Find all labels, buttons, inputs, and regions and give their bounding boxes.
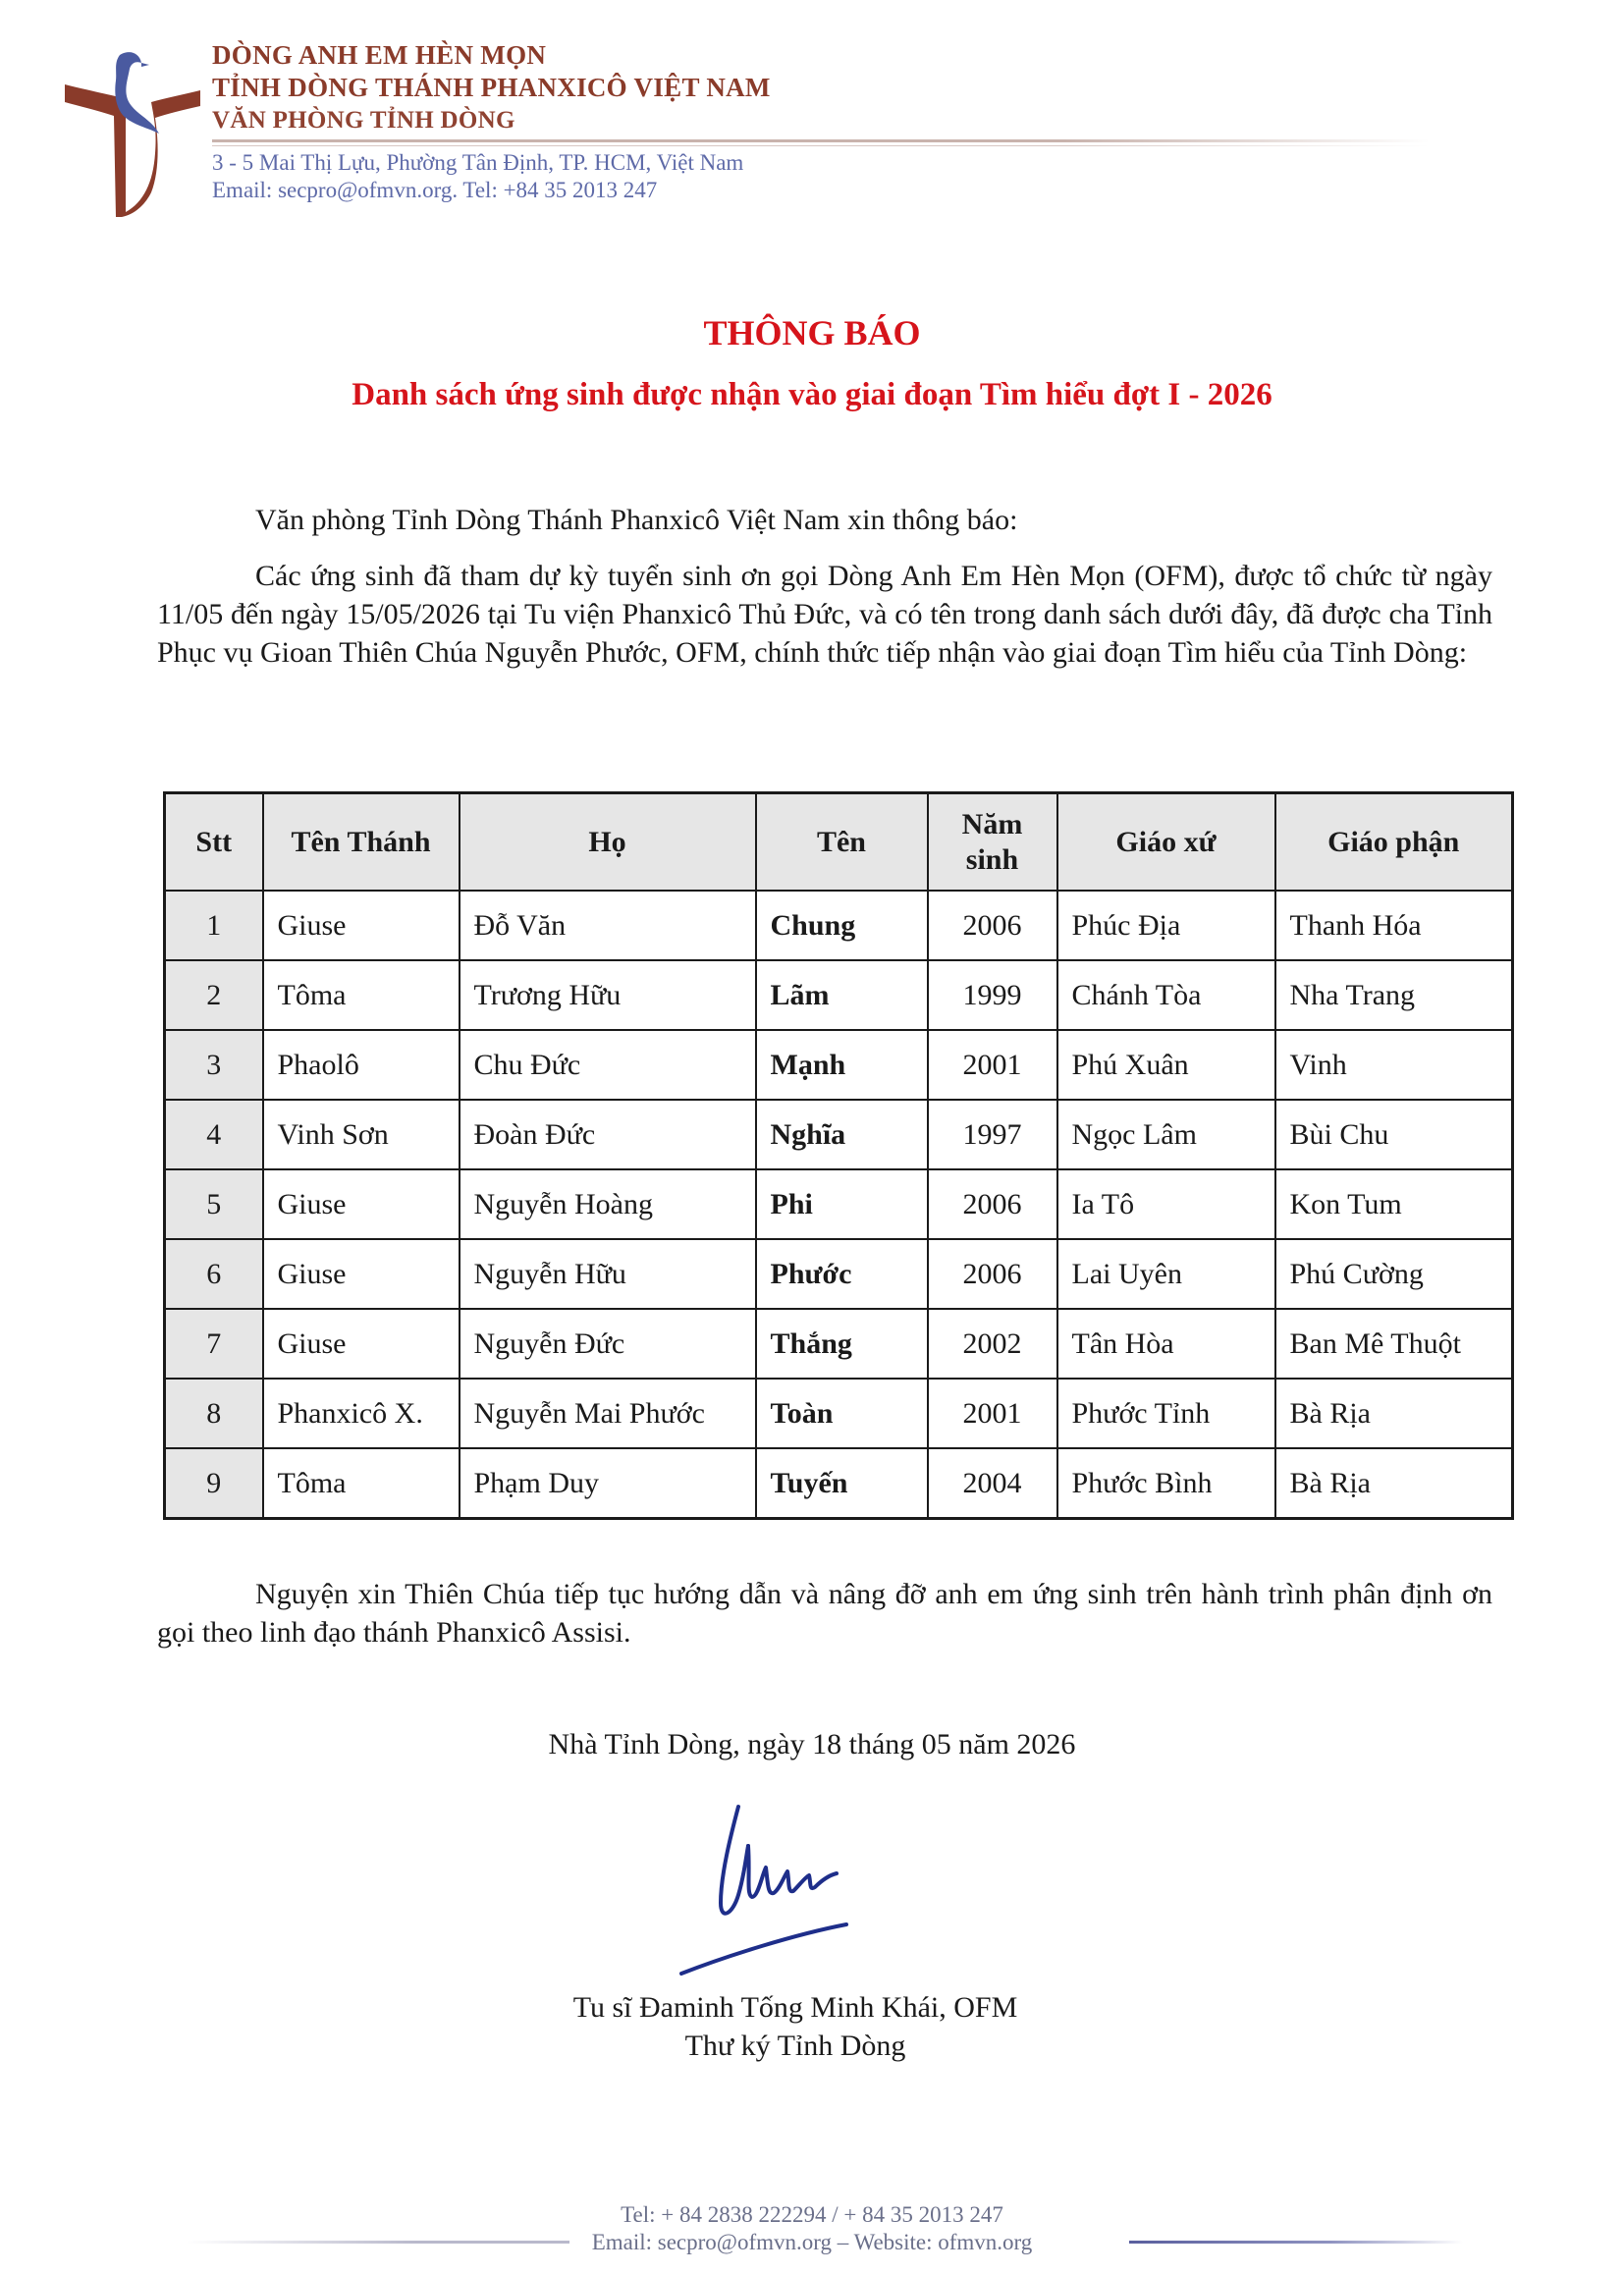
cell-ho: Phạm Duy: [460, 1448, 756, 1519]
cell-stt: 1: [165, 891, 263, 960]
handwritten-signature: [677, 1787, 913, 1983]
cell-nam-sinh: 1999: [928, 960, 1057, 1030]
footer-email-website: Email: secpro@ofmvn.org – Website: ofmvn.org: [591, 2230, 1033, 2254]
cell-ten: Phi: [756, 1169, 928, 1239]
intro-paragraph: Văn phòng Tỉnh Dòng Thánh Phanxicô Việt Nam xin thông báo:: [255, 504, 1018, 536]
cell-ten: Phước: [756, 1239, 928, 1309]
cell-ten-thanh: Vinh Sơn: [263, 1100, 460, 1169]
cell-stt: 3: [165, 1030, 263, 1100]
letterhead-divider-thin: [212, 145, 1430, 146]
cell-ten: Tuyến: [756, 1448, 928, 1519]
cell-giao-xu: Ia Tô: [1057, 1169, 1275, 1239]
cell-stt: 5: [165, 1169, 263, 1239]
table-row: [165, 1379, 1513, 1448]
table-row: [165, 1239, 1513, 1309]
cell-ho: Nguyễn Mai Phước: [460, 1379, 756, 1448]
closing-paragraph: Nguyện xin Thiên Chúa tiếp tục hướng dẫn và nâng đỡ anh em ứng sinh trên hành trình phân định ơn gọi theo linh đạo thánh Phanxicô Assisi.: [157, 1578, 1492, 1649]
cell-ten: Mạnh: [756, 1030, 928, 1100]
signer-name: Tu sĩ Đaminh Tống Minh Khái, OFM: [572, 1991, 1018, 2024]
cell-stt: 8: [165, 1379, 263, 1448]
header-ten-thanh: Tên Thánh: [263, 793, 460, 892]
province-name: TỈNH DÒNG THÁNH PHANXICÔ VIỆT NAM: [212, 73, 771, 102]
table-row: [165, 1309, 1513, 1379]
cell-ho: Nguyễn Đức: [460, 1309, 756, 1379]
cell-nam-sinh: 2006: [928, 1239, 1057, 1309]
cell-ten: Lãm: [756, 960, 928, 1030]
cell-ten-thanh: Giuse: [263, 891, 460, 960]
cell-ho: Nguyễn Hoàng: [460, 1169, 756, 1239]
dateline: Nhà Tỉnh Dòng, ngày 18 tháng 05 năm 2026: [548, 1728, 1076, 1760]
cell-ten-thanh: Phaolô: [263, 1030, 460, 1100]
cell-ho: Nguyễn Hữu: [460, 1239, 756, 1309]
cell-nam-sinh: 1997: [928, 1100, 1057, 1169]
cell-ho: Đoàn Đức: [460, 1100, 756, 1169]
candidates-table: [163, 791, 1514, 1520]
cell-giao-phan: Kon Tum: [1275, 1169, 1513, 1239]
cell-ten: Nghĩa: [756, 1100, 928, 1169]
cell-nam-sinh: 2002: [928, 1309, 1057, 1379]
cell-giao-phan: Phú Cường: [1275, 1239, 1513, 1309]
cell-nam-sinh: 2004: [928, 1448, 1057, 1519]
header-giao-xu: Giáo xứ: [1057, 793, 1275, 892]
cell-stt: 9: [165, 1448, 263, 1519]
table-row: [165, 960, 1513, 1030]
cell-stt: 4: [165, 1100, 263, 1169]
header-nam-sinh-line2: sinh: [965, 842, 1019, 876]
cell-giao-xu: Phước Tỉnh: [1057, 1379, 1275, 1448]
table-row: [165, 1448, 1513, 1519]
cell-giao-xu: Lai Uyên: [1057, 1239, 1275, 1309]
cell-giao-xu: Phước Bình: [1057, 1448, 1275, 1519]
cell-giao-phan: Nha Trang: [1275, 960, 1513, 1030]
cell-ten: Toàn: [756, 1379, 928, 1448]
cell-giao-xu: Tân Hòa: [1057, 1309, 1275, 1379]
address: 3 - 5 Mai Thị Lựu, Phường Tân Định, TP. HCM, Việt Nam: [212, 150, 744, 175]
cell-giao-xu: Phú Xuân: [1057, 1030, 1275, 1100]
signer-title: Thư ký Tỉnh Dòng: [684, 2030, 906, 2062]
cell-ten-thanh: Phanxicô X.: [263, 1379, 460, 1448]
cell-giao-phan: Bùi Chu: [1275, 1100, 1513, 1169]
cell-giao-xu: Chánh Tòa: [1057, 960, 1275, 1030]
cell-giao-phan: Bà Rịa: [1275, 1448, 1513, 1519]
cell-giao-phan: Thanh Hóa: [1275, 891, 1513, 960]
cell-giao-phan: Vinh: [1275, 1030, 1513, 1100]
cell-ten: Chung: [756, 891, 928, 960]
franciscan-logo-icon: [57, 45, 204, 217]
cell-giao-xu: Ngọc Lâm: [1057, 1100, 1275, 1169]
cell-nam-sinh: 2001: [928, 1030, 1057, 1100]
table-row: [165, 891, 1513, 960]
cell-ten-thanh: Tôma: [263, 1448, 460, 1519]
table-row: [165, 1169, 1513, 1239]
cell-stt: 6: [165, 1239, 263, 1309]
office-name: VĂN PHÒNG TỈNH DÒNG: [212, 107, 515, 134]
cell-ten: Thắng: [756, 1309, 928, 1379]
page-title: THÔNG BÁO: [703, 313, 921, 352]
cell-nam-sinh: 2006: [928, 891, 1057, 960]
cell-giao-phan: Bà Rịa: [1275, 1379, 1513, 1448]
header-nam-sinh: [928, 793, 1057, 892]
table-row: [165, 1030, 1513, 1100]
cell-ho: Đỗ Văn: [460, 891, 756, 960]
header-stt: Stt: [165, 793, 263, 892]
cell-stt: 2: [165, 960, 263, 1030]
header-nam-sinh-line1: Năm: [961, 807, 1023, 840]
page-subtitle: Danh sách ứng sinh được nhận vào giai đoạn Tìm hiểu đợt I - 2026: [352, 377, 1272, 412]
cell-ten-thanh: Giuse: [263, 1169, 460, 1239]
cell-ten-thanh: Tôma: [263, 960, 460, 1030]
footer-phone: Tel: + 84 2838 222294 / + 84 35 2013 247: [621, 2202, 1003, 2227]
cell-stt: 7: [165, 1309, 263, 1379]
cell-nam-sinh: 2001: [928, 1379, 1057, 1448]
header-ten: Tên: [756, 793, 928, 892]
cell-nam-sinh: 2006: [928, 1169, 1057, 1239]
body-paragraph: Các ứng sinh đã tham dự kỳ tuyển sinh ơn gọi Dòng Anh Em Hèn Mọn (OFM), được tổ chức từ ngày 11/05 đến ngày 15/05/2026 tại Tu viện Phanxicô Thủ Đức, và có tên trong danh sách dưới đây, đã được cha Tỉnh Phục vụ Gioan Thiên Chúa Nguyễn Phước, OFM, chính thức tiếp nhận vào giai đoạn Tìm hiểu của Tỉnh Dòng:: [157, 560, 1492, 669]
cell-giao-phan: Ban Mê Thuột: [1275, 1309, 1513, 1379]
cell-ho: Trương Hữu: [460, 960, 756, 1030]
cell-ten-thanh: Giuse: [263, 1309, 460, 1379]
org-name: DÒNG ANH EM HÈN MỌN: [212, 40, 547, 70]
header-giao-phan: Giáo phận: [1275, 793, 1513, 892]
cell-giao-xu: Phúc Địa: [1057, 891, 1275, 960]
contact-info: Email: secpro@ofmvn.org. Tel: +84 35 2013 247: [212, 178, 658, 202]
letterhead-divider: [212, 139, 1430, 142]
table-header-row: [165, 793, 1513, 892]
header-ho: Họ: [460, 793, 756, 892]
cell-ten-thanh: Giuse: [263, 1239, 460, 1309]
cell-ho: Chu Đức: [460, 1030, 756, 1100]
table-row: [165, 1100, 1513, 1169]
